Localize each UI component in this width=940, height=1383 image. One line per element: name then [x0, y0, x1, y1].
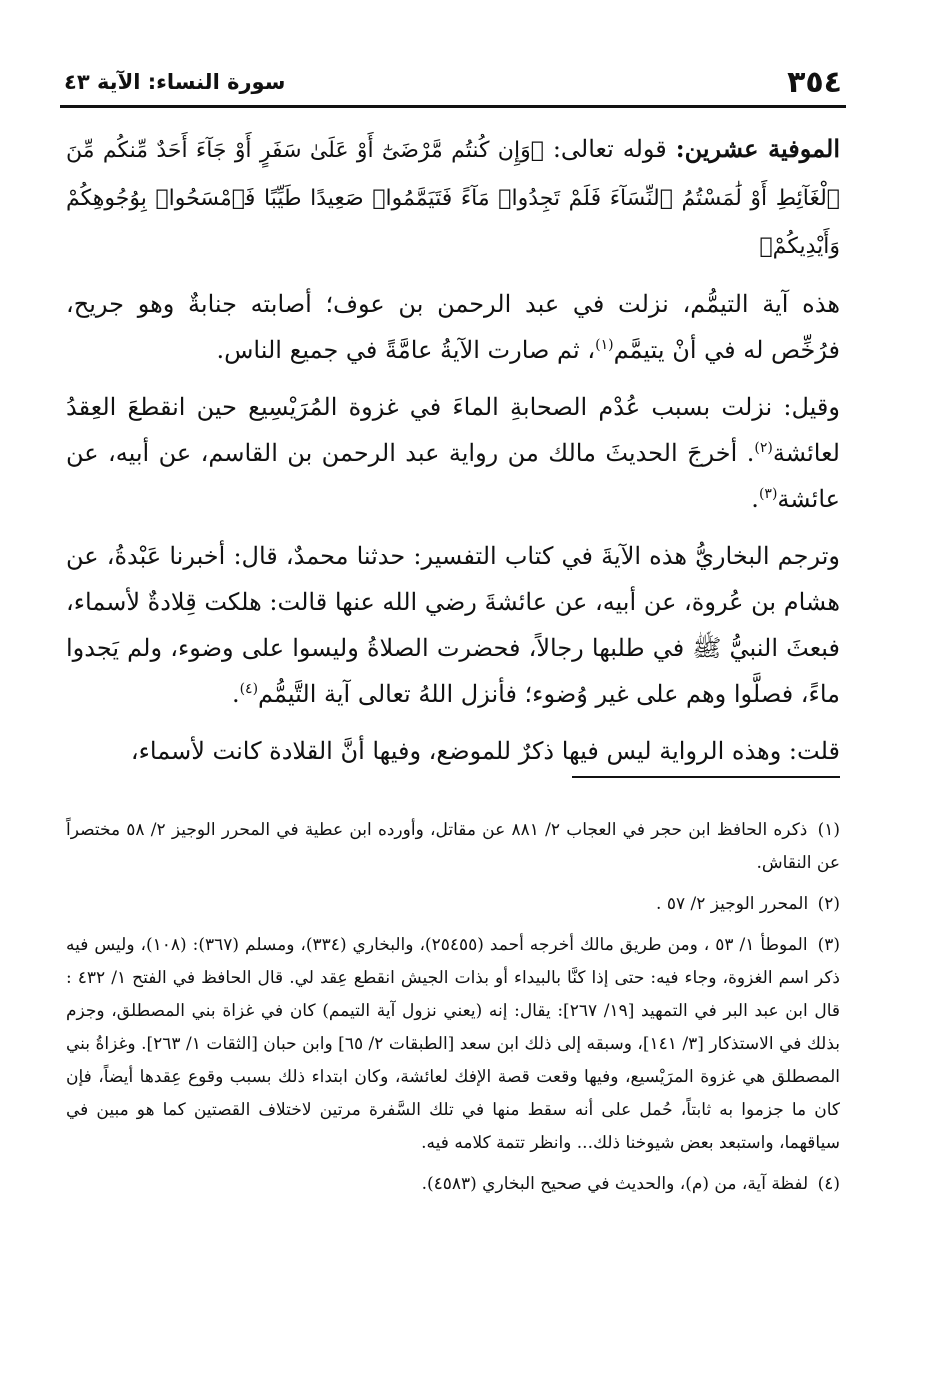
paragraph-5 [66, 728, 840, 774]
paragraph-3-mid: . أخرجَ الحديثَ مالك من رواية عبد الرحمن بن القاسم، عن أبيه، عن عائشة [66, 439, 840, 513]
footnote-text: ذكره الحافظ ابن حجر في العجاب ٢/ ٨٨١ عن مقاتل، وأورده ابن عطية في المحرر الوجيز ٢/ ٥٨ مختصراً عن النقاش. [66, 820, 840, 873]
paragraph-2-tail: ، ثم صارت الآيةُ عامَّةً في جميع الناس. [216, 336, 596, 364]
footnote-number: (٤) [817, 1174, 840, 1194]
paragraph-4-tail: . [231, 680, 240, 708]
footnote-number: (١) [817, 820, 840, 840]
footnotes [66, 814, 840, 1209]
paragraph-2 [66, 281, 840, 373]
footnote-ref-2: (٢) [754, 440, 773, 456]
footnote-ref-1: (١) [595, 337, 614, 353]
footnote-ref-3: (٣) [758, 486, 778, 502]
footnote-number: (٢) [817, 894, 840, 914]
quran-verse: ﴿وَإِن كُنتُم مَّرْضَىٰٓ أَوْ عَلَىٰ سَفَرٍ أَوْ جَآءَ أَحَدٌ مِّنكُم مِّنَ ٱلْغَآئِطِ أَوْ لَٰمَسْتُمُ ٱلنِّسَآءَ فَلَمْ تَجِدُوا۟ مَآءً فَتَيَمَّمُوا۟ صَعِيدًا طَيِّبًا فَٱمْسَحُوا۟ بِوُجُوهِكُمْ وَأَيْدِيكُمْ﴾ [66, 138, 840, 259]
main-text [66, 126, 840, 785]
footnote-4 [66, 1168, 840, 1201]
running-title: سورة النساء: الآية ٤٣ [64, 70, 286, 94]
paragraph-1-intro: قوله تعالى: [543, 135, 676, 163]
paragraph-4-text: وترجم البخاريُّ هذه الآيةَ في كتاب التفسير: حدثنا محمدٌ، قال: أخبرنا عَبْدةُ، عن هشام بن عُروة، عن أبيه، عن عائشةَ رضي الله عنها قالت: هلكت قِلادةٌ لأسماء، فبعثَ النبيُّ ﷺ في طلبها رجالاً، فحضرت الصلاةُ وليسوا على وضوء، ولم يَجدوا ماءً، فصلَّوا وهم على غير وُضوء؛ فأنزل اللهُ تعالى آية التَّيمُّم [66, 542, 840, 708]
footnote-text: الموطأ ١/ ٥٣ ، ومن طريق مالك أخرجه أحمد (٢٥٤٥٥)، والبخاري (٣٣٤)، ومسلم (٣٦٧): (١٠٨)، وليس فيه ذكر اسم الغزوة، وجاء فيه: حتى إذا كنَّا بالبيداء أو بذات الجيش انقطع عِقد لي. قال الحافظ في الفتح ١/ ٤٣٢ : قال ابن عبد البر في التمهيد [١٩/ ٢٦٧]: يقال: إنه (يعني نزول آية التيمم) كان في غزاة بني المصطلق، وجزم بذلك في الاستذكار [٣/ ١٤١]، وسبقه إلى ذلك ابن سعد [الطبقات ٢/ ٦٥] وابن حبان [الثقات ١/ ٢٦٣]. وغزاةُ بني المصطلق هي غزوة المرَيْسيع، وفيها وقعت قصة الإفك لعائشة، وكان ابتداء ذلك بسبب وقوع عِقدها أيضاً، فإن كان ما جزموا به ثابتاً، حُمل على أنه سقط منها في تلك السَّفرة مرتين لاختلاف القصتين كما هو مبين في سياقهما، واستبعد بعض شيوخنا ذلك... وانظر تتمة كلامه فيه. [66, 935, 841, 1153]
paragraph-2-text: هذه آية التيمُّم، نزلت في عبد الرحمن بن عوف؛ أصابته جنابةٌ وهو جريح، فرُخِّص له في أنْ يتيمَّم [66, 290, 840, 364]
paragraph-3 [66, 384, 840, 522]
paragraph-5-text: قلت: وهذه الرواية ليس فيها ذكرٌ للموضع، وفيها أنَّ القلادة كانت لأسماء، [130, 737, 840, 765]
header-rule [60, 105, 846, 108]
paragraph-1 [66, 126, 840, 270]
page-header [64, 62, 842, 102]
footnote-3 [66, 929, 840, 1160]
paragraph-3-tail: . [751, 485, 759, 513]
footnote-number: (٣) [817, 935, 840, 955]
footnote-text: المحرر الوجيز ٢/ ٥٧ . [656, 894, 809, 914]
paragraph-3-text: وقيل: نزلت بسبب عُدْم الصحابةِ الماءَ في غزوة المُرَيْسِيع حين انقطعَ العِقدُ لعائشة [66, 393, 840, 467]
footnote-1 [66, 814, 840, 880]
footnote-text: لفظة آية، من (م)، والحديث في صحيح البخاري (٤٥٨٣). [421, 1174, 809, 1194]
paragraph-4 [66, 533, 840, 717]
section-heading: الموفية عشرين: [675, 134, 840, 163]
page-number: ٣٥٤ [787, 64, 842, 100]
footnote-ref-4: (٤) [239, 681, 259, 697]
footnote-2 [66, 888, 840, 921]
footnote-separator [572, 776, 840, 778]
